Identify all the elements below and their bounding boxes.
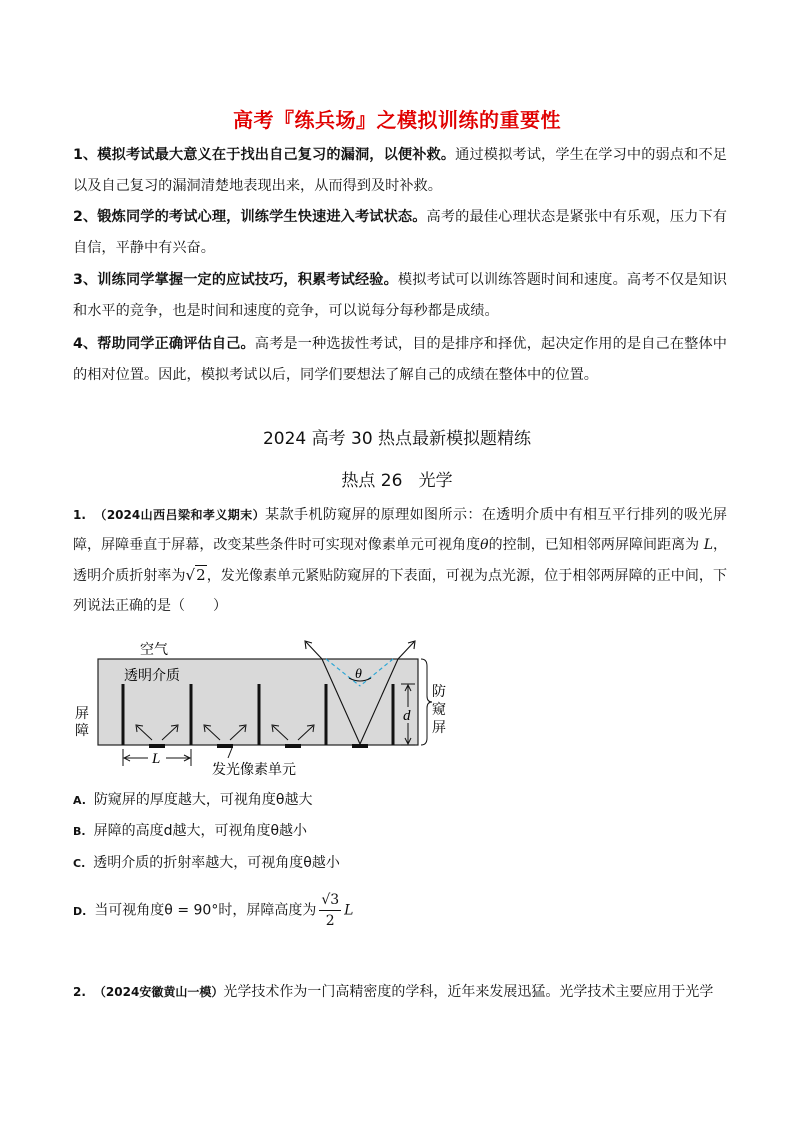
- intro-paragraph-3: [73, 265, 727, 327]
- question-number: 2.: [73, 985, 86, 999]
- fraction-denominator: 2: [325, 913, 335, 929]
- sqrt-radicand: 2: [196, 566, 206, 584]
- option-text: 防窥屏的厚度越大，可视角度θ越大: [93, 792, 313, 808]
- intro-1-bold: 1、模拟考试最大意义在于找出自己复习的漏洞，以便补救。: [73, 147, 456, 163]
- option-A[interactable]: [73, 790, 312, 811]
- question-text: 某款手机防窥屏的原理如图所示：在透明介质中有相互平行排列的吸光屏障，屏障垂直于屏幕，改变某些条件时可实现对像素单元可视角度: [73, 507, 727, 553]
- option-label: C.: [73, 857, 86, 870]
- option-label: D.: [73, 904, 87, 918]
- pixel-pointer: [228, 748, 232, 758]
- intro-4-bold: 4、帮助同学正确评估自己。: [73, 336, 255, 352]
- intro-2-bold: 2、锻炼同学的考试心理，训练学生快速进入考试状态。: [73, 209, 427, 225]
- intro-3-text: 模拟考试可以训练答题时间和速度。高考不仅是知识和水平的竞争，也是时间和速度的竞争，可以说每分每秒都是成绩。: [73, 272, 727, 319]
- question-source: （2024安徽黄山一模）: [93, 985, 224, 999]
- screen-brace: [421, 659, 432, 745]
- question-number: 1.: [73, 508, 86, 522]
- length-symbol: L: [344, 902, 354, 919]
- theta-symbol: θ: [480, 537, 489, 553]
- intro-3-bold: 3、训练同学掌握一定的应试技巧，积累考试经验。: [73, 272, 398, 288]
- medium-label: 透明介质: [124, 669, 180, 684]
- question-text: 光学技术作为一门高精密度的学科，近年来发展迅猛。光学技术主要应用于光学: [223, 984, 714, 1000]
- question-source: （2024山西吕梁和孝义期末）: [93, 508, 266, 522]
- option-label: A.: [73, 794, 86, 807]
- sqrt-expression: √2: [185, 566, 206, 584]
- intro-4-text: 高考是一种选拔性考试，目的是排序和择优，起决定作用的是自己在整体中的相对位置。因此，模拟考试以后，同学们要想法了解自己的成绩在整体中的位置。: [73, 336, 727, 383]
- screen-label-1: 防: [432, 685, 446, 700]
- intro-paragraph-2: [73, 202, 727, 264]
- question-1: [73, 500, 727, 621]
- option-C[interactable]: [73, 853, 340, 874]
- question-text: ，透明介质折射率为: [73, 537, 728, 584]
- length-symbol: L: [703, 537, 713, 553]
- page-title: 高考『练兵场』之模拟训练的重要性: [233, 108, 561, 132]
- section-title: 2024 高考 30 热点最新模拟题精练: [262, 429, 532, 449]
- option-D[interactable]: [73, 890, 353, 931]
- pixel-unit: [149, 744, 165, 748]
- question-text: 的控制，已知相邻两屏障间距离为: [488, 537, 700, 553]
- question-2: [73, 977, 727, 1007]
- fraction: [319, 890, 341, 931]
- topic-title: 热点 26 光学: [341, 471, 453, 491]
- screen-label-3: 屏: [432, 721, 446, 736]
- intro-1-text: 通过模拟考试，学生在学习中的弱点和不足以及自己复习的漏洞清楚地表现出来，从而得到及时补救。: [73, 147, 727, 194]
- option-text: 当可视角度θ = 90°时，屏障高度为: [94, 902, 317, 919]
- fraction-numerator: √3: [319, 890, 341, 911]
- L-label: L: [152, 751, 161, 767]
- pixel-unit: [285, 744, 301, 748]
- pixel-label: 发光像素单元: [212, 763, 296, 778]
- option-B[interactable]: [73, 821, 307, 842]
- option-label: B.: [73, 825, 86, 838]
- intro-paragraph-4: [73, 329, 727, 391]
- screen-label-2: 窥: [432, 703, 446, 718]
- privacy-screen-figure: [70, 636, 460, 786]
- barrier-label-2: 障: [75, 724, 89, 739]
- pixel-unit: [217, 744, 233, 748]
- barrier-label-1: 屏: [75, 707, 89, 722]
- option-text: 透明介质的折射率越大，可视角度θ越小: [93, 855, 340, 871]
- theta-label: θ: [355, 667, 362, 682]
- option-text: 屏障的高度d越大，可视角度θ越小: [93, 823, 308, 839]
- air-label: 空气: [140, 643, 168, 658]
- d-label: d: [403, 708, 411, 724]
- intro-2-text: 高考的最佳心理状态是紧张中有乐观，压力下有自信，平静中有兴奋。: [73, 209, 727, 256]
- pixel-unit: [352, 744, 368, 748]
- question-text: ，发光像素单元紧贴防窥屏的下表面，可视为点光源，位于相邻两屏障的正中间，下列说法正确的是（ ）: [73, 568, 727, 614]
- intro-paragraph-1: [73, 140, 727, 202]
